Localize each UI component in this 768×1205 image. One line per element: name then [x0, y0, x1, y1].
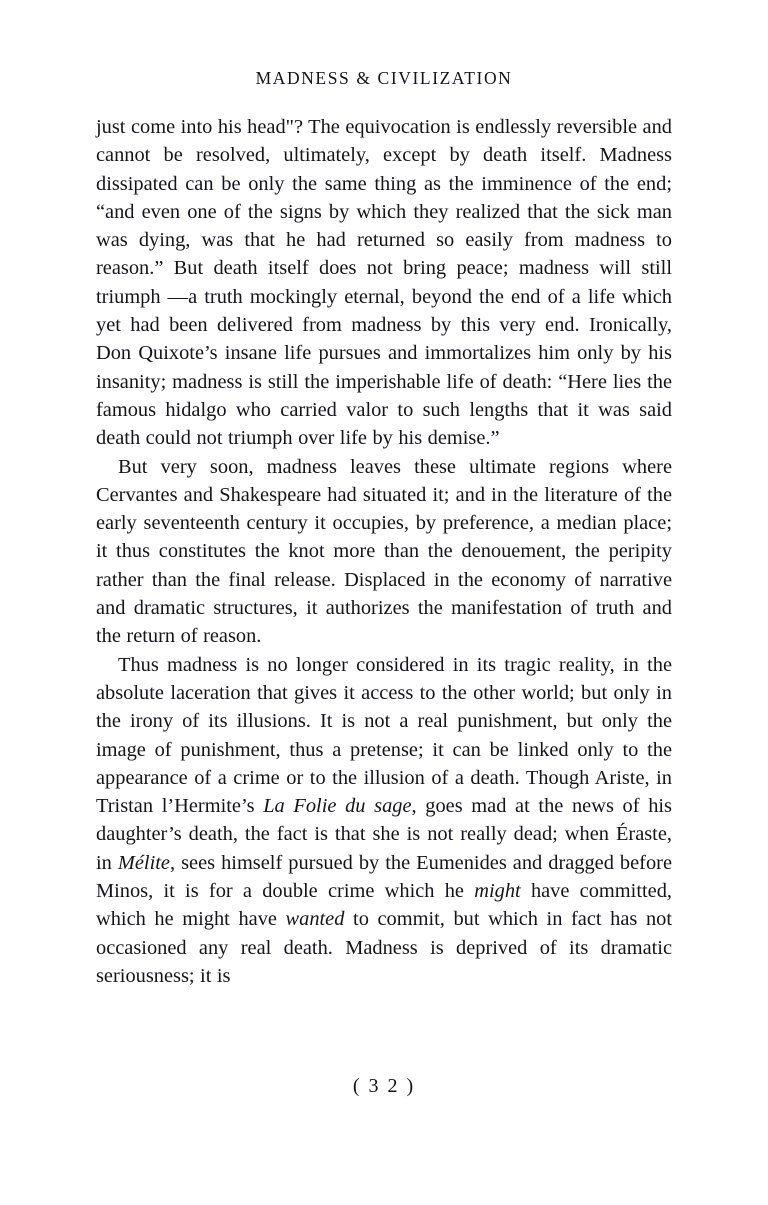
page-number: ( 3 2 ) — [352, 1075, 416, 1097]
paragraph: just come into his head"? The equivocation is endlessly reversible and cannot be resolved, ultimately, except by death itself. Madness dissipated can be only the same thing as the imminence of the end; “and even one of the signs by which they realized that the sick man was dying, was that he had returned so easily from madness to reason.” But death itself does not bring peace; madness will still triumph —a truth mockingly eternal, beyond the end of a life which yet had been delivered from madness by this very end. Ironically, Don Quixote’s insane life pursues and immortalizes him only by his insanity; madness is still the imperishable life of death: “Here lies the famous hidalgo who carried valor to such lengths that it was said death could not triumph over life by his demise.” — [96, 116, 672, 450]
running-head-text: MADNESS & CIVILIZATION — [255, 68, 513, 88]
paragraph: But very soon, madness leaves these ultimate regions where Cervantes and Shakespeare had situated it; and in the literature of the early seventeenth century it occupies, by preference, a median place; it thus constitutes the knot more than the denouement, the peripity rather than the final release. Displaced in the economy of narrative and dramatic structures, it authorizes the manifestation of truth and the return of reason. — [96, 455, 672, 648]
running-head — [96, 68, 672, 89]
body-text — [96, 113, 672, 990]
paragraph: Thus madness is no longer considered in its tragic reality, in the absolute laceration that gives it access to the other world; but only in the irony of its illusions. It is not a real punishment, but only the image of punishment, thus a pretense; it can be linked only to the appearance of a crime or to the illusion of a death. Though Ariste, in Tristan l’Hermite’s La Folie du sage, goes mad at the news of his daughter’s death, the fact is that she is not really dead; when Éraste, in Mélite, sees himself pursued by the Eumenides and dragged before Minos, it is for a double crime which he might have committed, which he might have wanted to commit, but which in fact has not occasioned any real death. Madness is deprived of its dramatic seriousness; it is — [96, 653, 673, 987]
